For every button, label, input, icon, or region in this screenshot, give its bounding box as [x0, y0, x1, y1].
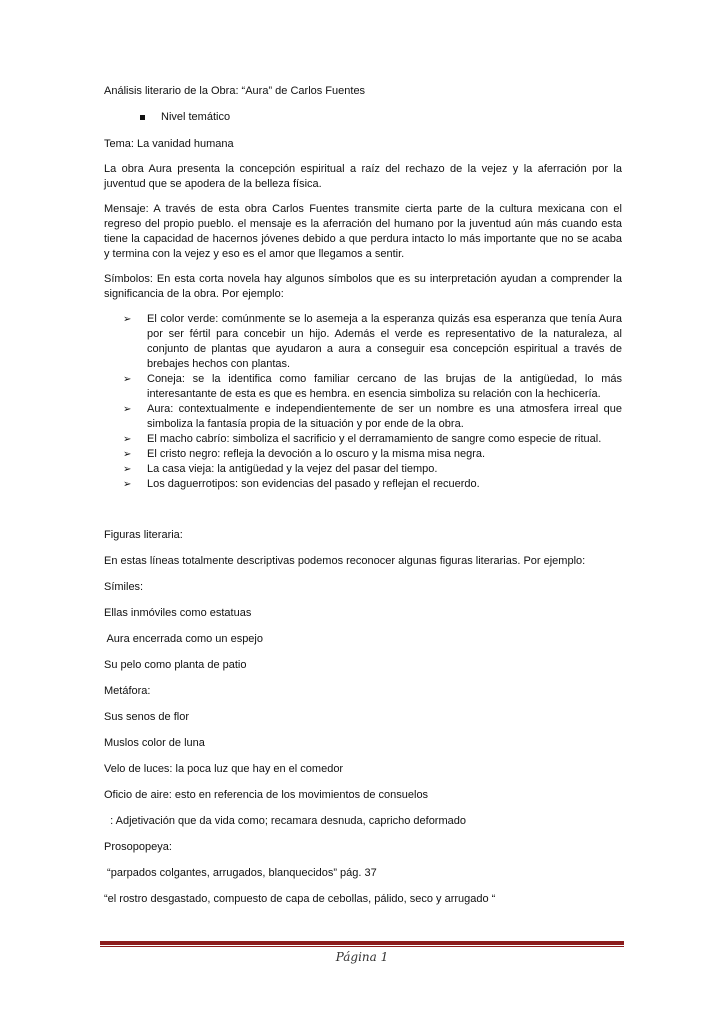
list-item: ➢ Aura: contextualmente e independientemente de ser un nombre es una atmosfera irreal que simboliza la fantasía propia de la situación y por ende de la obra. [123, 403, 622, 430]
list-item: ➢ El color verde: comúnmente se lo asemeja a la esperanza quizás esa esperanza que tenía Aura por ser fértil para concebir un hijo. Además el verde es representativo de la naturaleza, al conjunto de plantas que ayudaron a aura a conseguir esa concepción espiritual a través de brebajes hechos con plantas. [123, 313, 622, 370]
arrow-bullet-icon: ➢ [123, 404, 132, 415]
metafora-line: Oficio de aire: esto en referencia de los movimientos de consuelos [104, 789, 429, 801]
metafora-line: : Adjetivación que da vida como; recamara desnuda, capricho deformado [104, 815, 466, 827]
footer-rule-thin [100, 946, 624, 947]
nivel-label: Nivel temático [161, 111, 231, 123]
nivel-bullet [140, 110, 622, 125]
simile-line: Su pelo como planta de patio [104, 659, 247, 671]
prosopopeya-line: “parpados colgantes, arrugados, blanquecidos” pág. 37 [104, 867, 377, 879]
arrow-bullet-icon: ➢ [123, 464, 132, 475]
tema-paragraph: La obra Aura presenta la concepción espiritual a raíz del rechazo de la vejez y la aferración por la juventud que se apodera de la belleza física. [104, 163, 622, 190]
list-item: ➢ Coneja: se la identifica como familiar cercano de las brujas de la antigüedad, lo más interesantante de esta es que es hembra. en esencia simboliza su relación con la hechicería. [123, 373, 622, 400]
simile-line: Ellas inmóviles como estatuas [104, 607, 252, 619]
metafora-heading: Metáfora: [104, 685, 151, 697]
footer-rule [100, 941, 624, 945]
symbols-list [123, 312, 622, 492]
arrow-bullet-icon: ➢ [123, 479, 132, 490]
spacer [104, 492, 622, 528]
arrow-bullet-icon: ➢ [123, 449, 132, 460]
simile-line: Aura encerrada como un espejo [104, 633, 263, 645]
figuras-intro: En estas líneas totalmente descriptivas podemos reconocer algunas figuras literarias. Por ejemplo: [104, 555, 586, 567]
list-item: ➢ Los daguerrotipos: son evidencias del pasado y reflejan el recuerdo. [123, 478, 480, 490]
document-body [104, 84, 622, 918]
figuras-heading: Figuras literaria: [104, 529, 183, 541]
similes-heading: Símiles: [104, 581, 144, 593]
simbolos-paragraph: Símbolos: En esta corta novela hay algunos símbolos que es su interpretación ayudan a comprender la significancia de la obra. Por ejemplo: [104, 273, 622, 300]
list-item: ➢ El cristo negro: refleja la devoción a lo oscuro y la misma misa negra. [123, 448, 486, 460]
arrow-bullet-icon: ➢ [123, 374, 132, 385]
mensaje-paragraph: Mensaje: A través de esta obra Carlos Fuentes transmite cierta parte de la cultura mexicana con el regreso del propio pueblo. el mensaje es la aferración del humano por la juventud aún más cuando esta tiene la capacidad de hacernos jóvenes debido a que perdura intacto lo más importante que no se acaba y termina con la vejez y eso es el amor que llegamos a sentir. [104, 203, 622, 260]
square-bullet-icon [140, 115, 145, 120]
metafora-line: Sus senos de flor [104, 711, 189, 723]
metafora-line: Muslos color de luna [104, 737, 205, 749]
prosopopeya-heading: Prosopopeya: [104, 841, 172, 853]
list-item: ➢ El macho cabrío: simboliza el sacrificio y el derramamiento de sangre como especie de ritual. [123, 433, 602, 445]
prosopopeya-line: “el rostro desgastado, compuesto de capa de cebollas, pálido, seco y arrugado “ [104, 893, 496, 905]
list-item: ➢ La casa vieja: la antigüedad y la vejez del pasar del tiempo. [123, 463, 438, 475]
arrow-bullet-icon: ➢ [123, 434, 132, 445]
metafora-line: Velo de luces: la poca luz que hay en el comedor [104, 763, 344, 775]
page-number: Página 1 [335, 950, 389, 964]
document-title: Análisis literario de la Obra: “Aura” de Carlos Fuentes [104, 85, 366, 97]
tema-line: Tema: La vanidad humana [104, 138, 234, 150]
arrow-bullet-icon: ➢ [123, 314, 132, 325]
